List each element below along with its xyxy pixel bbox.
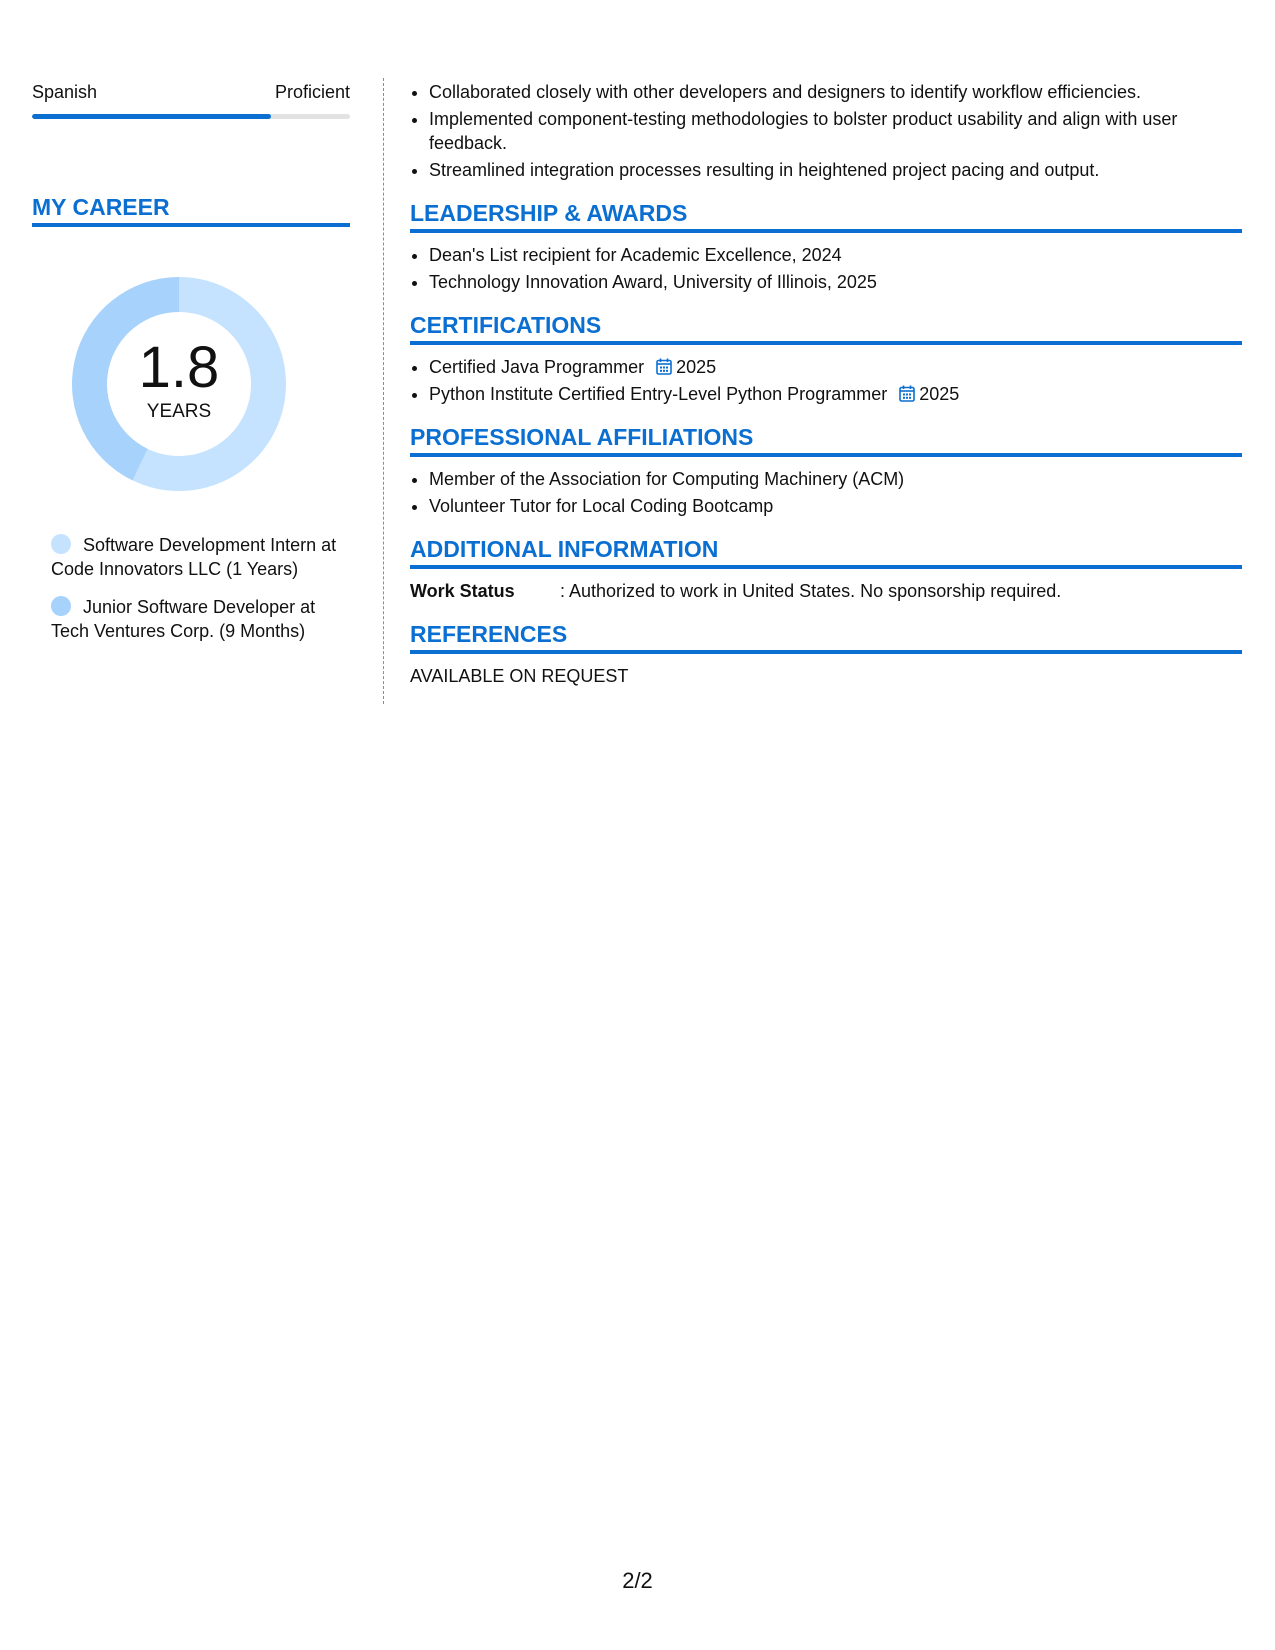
legend-label: Software Development Intern at Code Innovators LLC (1 Years) [51,535,337,579]
page-number: 2/2 [622,1568,653,1593]
certification-name: Python Institute Certified Entry-Level Python Programmer [429,384,888,404]
legend-label: Junior Software Developer at Tech Ventures Corp. (9 Months) [51,597,316,641]
language-name: Spanish [32,82,98,102]
work-status-label: Work Status [410,581,515,601]
certifications-list [410,355,1242,406]
certification-year: 2025 [919,384,960,404]
certifications-section-title: CERTIFICATIONS [410,311,1242,345]
list-item: • Collaborated closely with other developers and designers to identify workflow efficiencies. [429,80,1242,104]
legend-item [51,533,343,581]
certification-name: Certified Java Programmer [429,357,645,377]
list-item: • Implemented component-testing methodologies to bolster product usability and align with user feedback. [429,107,1242,155]
list-item: • Dean's List recipient for Academic Excellence, 2024 [429,243,1242,267]
list-item [429,382,1242,406]
right-column [410,80,1242,688]
career-donut-chart [66,271,292,497]
language-row [32,80,350,104]
language-level: Proficient [274,82,350,102]
left-column [32,80,350,657]
legend-dot [51,596,71,616]
calendar-icon [656,358,672,375]
additional-info-section-title: ADDITIONAL INFORMATION [410,535,1242,569]
career-section-title: MY CAREER [32,193,350,227]
references-text: AVAILABLE ON REQUEST [410,666,629,686]
list-item: • Member of the Association for Computing Machinery (ACM) [429,467,1242,491]
references-section-title: REFERENCES [410,620,1242,654]
list-item: • Streamlined integration processes resulting in heightened project pacing and output. [429,158,1242,182]
language-proficiency-fill [32,114,271,119]
list-item [429,355,1242,379]
work-status-value: : Authorized to work in United States. No sponsorship required. [560,581,1062,601]
awards-section-title: LEADERSHIP & AWARDS [410,199,1242,233]
certification-year: 2025 [676,357,717,377]
donut-center [66,271,292,497]
legend-dot [51,534,71,554]
career-years-value: 1.8 [138,335,220,400]
career-years-unit: YEARS [146,401,212,422]
column-divider [383,78,384,704]
awards-list [410,243,1242,294]
experience-bullets [410,80,1242,182]
work-status-row [410,579,1242,603]
career-legend [51,533,343,643]
legend-item [51,595,343,643]
list-item: • Technology Innovation Award, University of Illinois, 2025 [429,270,1242,294]
affiliations-section-title: PROFESSIONAL AFFILIATIONS [410,423,1242,457]
list-item: • Volunteer Tutor for Local Coding Bootcamp [429,494,1242,518]
affiliations-list [410,467,1242,518]
language-proficiency-bar [32,114,350,119]
calendar-icon [899,385,915,402]
